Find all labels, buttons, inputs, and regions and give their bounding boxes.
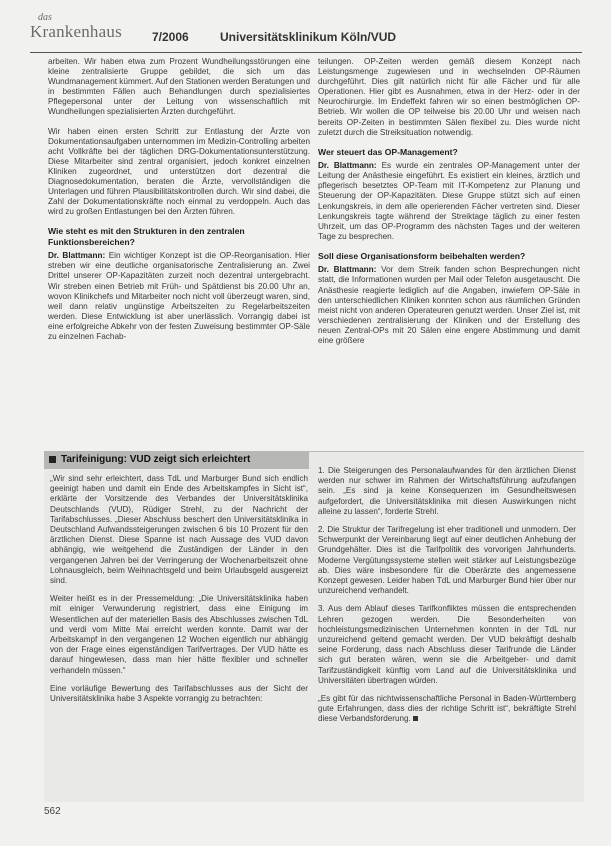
question-heading: Wer steuert das OP-Management? xyxy=(318,146,458,157)
question-heading: Wie steht es mit den Strukturen in den zentralen Funktionsbereichen? xyxy=(48,226,245,247)
list-item: 1. Die Steigerungen des Personalaufwandes für den ärztlichen Dienst werden nur schwer im Rahmen der Wirtschaftsführung aufzufangen sein. „Es sind ja keine Konsequenzen im Gesundheitswesen aufgefordert, die Universitätsklinika mit diesen Auswirkungen nicht alleine zu lassen“, forderte Strehl. xyxy=(318,466,576,516)
left-column xyxy=(48,57,310,351)
logo-main-text: Krankenhaus xyxy=(30,22,122,41)
paragraph: Wir haben einen ersten Schritt zur Entlastung der Ärzte von Dokumentationsaufgaben unternommen im Medizin-Controlling arbeiten acht Vollkräfte bei der täglichen DRG-Dokumentationsunterstützung. Diese Mitarbeiter sind zentral organisiert, jedoch konkret einzelnen Kliniken zugeordnet, und unterstützen dort dezentral die Diagnosedokumentation, beraten die Ärzte, vervollständigen die Unterlagen und führen Plausibilitätskontrollen durch. Wir sind dabei, die Zahl der Dokumentationskräfte noch einmal zu verdoppeln. Auch das wird zu großen Entlastungen bei den Ärzten führen. xyxy=(48,126,310,217)
right-column xyxy=(318,57,580,355)
end-square-icon xyxy=(413,716,418,721)
answer-paragraph xyxy=(318,161,580,242)
page-number: 562 xyxy=(44,806,61,817)
section-title: Universitätsklinikum Köln/VUD xyxy=(220,30,397,44)
paragraph: „Wir sind sehr erleichtert, dass TdL und Marburger Bund sich endlich geeinigt haben und damit ein Ende des Arbeitskampfes in Sicht ist“, erklärte der Vorsitzende des Verbandes der Universitätsklinika Deutschlands (VUD), Rüdiger Strehl, zu der Nachricht der Tarifabschlusses. „Dieser Abschluss beschert den Universitätsklinika in Deutschland Aufwandssteigerungen zwischen 6 bis 10 Prozent für den ärztlichen Dienst. Diese Spanne ist nach Aussage des VUD davon abhängig, wie weitgehend die Zuständigen der Länder in den vergangenen Jahren bei der Verringerung der Wochenarbeitszeit ohne Lohnausgleich, beim Weihnachtsgeld und beim Urlaubsgeld ausgereizt sind. xyxy=(50,474,308,586)
answer-text: Ein wichtiger Konzept ist die OP-Reorganisation. Hier streben wir eine deutliche organisatorische Zentralisierung an. Zwei Drittel unserer OP-Kapazitäten zurzeit noch dezentral untergebracht. Wir streben einen Betrieb mit Früh- und Spätdienst bis 20.00 Uhr an, wovon Klinikchefs und Mitarbeiter noch nicht voll überzeugt waren, sind, weil dann relativ ungünstige Arbeitszeiten zu Regelarbeitszeiten werden. Diese Entwicklung ist aber unerlässlich. Vorrangig dabei ist eine erfolgreiche Abkehr von der festen Zuweisung bestimmter OP-Säle zu einzelnen Fachab- xyxy=(48,251,310,341)
info-box-title: Tarifeinigung: VUD zeigt sich erleichtert xyxy=(61,454,251,465)
speaker-label: Dr. Blattmann: xyxy=(48,251,106,261)
square-bullet-icon xyxy=(49,456,56,463)
info-box-left-column xyxy=(50,474,308,712)
answer-paragraph xyxy=(318,265,580,346)
info-box-right-column xyxy=(318,466,576,733)
closing-paragraph xyxy=(318,694,576,725)
list-item: 2. Die Struktur der Tarifregelung ist eher traditionell und unmodern. Der Schwerpunkt der Vereinbarung liegt auf einer deutlichen Anhebung der Grundgehälter. Dies ist die Tarifpolitik des vorvorigen Jahrhunderts. Moderne Vergütungssysteme stellen weit stärker auf Leistungsbezüge ab. Dies wäre insbesondere für die Oberärzte des angemessene Konzept gewesen. Leider haben TdL und Marburger Bund hier über nur unzureichend verhandelt. xyxy=(318,525,576,596)
issue-number: 7/2006 xyxy=(152,30,189,44)
paragraph: Weiter heißt es in der Pressemeldung: „Die Universitätsklinika haben mit einiger Verwunderung registriert, dass eine Einigung im Wesentlichen auf der materiellen Basis des Abschlusses zwischen TdL und verdi vom Mitte Mai erreicht werden konnte. Damit war der Arbeitskampf in den vergangenen 12 Wochen eigentlich nur abhängig von der Frage eines eigenständigen Tarifvertrages. Der VUD hätte es darauf hingewiesen, dass man hier hätte flexibler und schneller verhandeln müssen.“ xyxy=(50,594,308,675)
logo-small-text: das xyxy=(38,12,52,23)
list-item: 3. Aus dem Ablauf dieses Tarifkonfliktes müssen die entsprechenden Lehren gezogen werden. Die Besonderheiten von hochleistungsmedizinischen Unternehmen konnten in der TdL nur unzureichend geltend gemacht werden. Der VUD bekräftigt deshalb seine Forderung, dass nach Abschluss dieser Tarifrunde die Länder sich gut beraten wären, wenn sie die Arbeitgeber- und damit Tarifzuständigkeit künftig vom Land auf die Universitätsklinika und Universitäten übertragen würden. xyxy=(318,604,576,685)
paragraph-text: „Es gibt für das nichtwissenschaftliche Personal in Baden-Württemberg gute Erfahrungen, dass dies der richtige Schritt ist“, bekräftigte Strehl diese Verbandsforderung. xyxy=(318,694,576,724)
paragraph: teilungen. OP-Zeiten werden gemäß diesem Konzept nach Leistungsmenge zugewiesen und in wechselnden OP-Räumen durchgeführt. Dies gilt natürlich nicht für alle Fächer und für alle Operationen. Hier gibt es Ausnahmen, etwa in der Herz- oder in der Neurochirurgie. Im Endeffekt fahren wir so einen bestmöglichen OP-Betrieb. Wir wollen die OP teilweise bis 20.00 Uhr und weisen nach bereits OP-Zeiten in bestimmten Sälen flexibel zu. Dies wurde nicht zuletzt durch die Streiksituation notwendig. xyxy=(318,57,580,137)
header-divider xyxy=(30,52,582,53)
info-box-header xyxy=(44,451,309,469)
answer-paragraph xyxy=(48,251,310,342)
paragraph: Eine vorläufige Bewertung des Tarifabschlusses aus der Sicht der Universitätsklinika habe 3 Aspekte vorrangig zu betrachten: xyxy=(50,683,308,704)
answer-text: Es wurde ein zentrales OP-Management unter der Leitung der Anästhesie eingeführt. Es existiert ein kleines, ärztlich und pflegerisch besetztes OP-Team mit IT-Kompetenz zur Planung und Steuerung der OP-Kapazitäten. Diese Gruppe stützt sich auf einen Lenkungskreis, in dem alle operierenden Fächer vertreten sind. Dieser Lenkungskreis tagte während der Streiktage täglich zu einer festen Uhrzeit, um das OP-Programm des nächsten Tages und der weiteren Tage zu besprechen. xyxy=(318,161,581,241)
page-header xyxy=(30,12,590,48)
speaker-label: Dr. Blattmann: xyxy=(318,161,377,171)
speaker-label: Dr. Blattmann: xyxy=(318,265,377,275)
answer-text: Vor dem Streik fanden schon Besprechungen nicht statt, die Informationen wurden per Mail oder Telefon ausgetauscht. Die Anästhesie reagierte lediglich auf die Angaben, inwiefern OP-Säle in den unterschiedlichen Kliniken konnten schon aus räumlichen Gründen meist nicht von anderen Operateuren genutzt werden. Unser Ziel ist, mit verschiedenen zentralisierung der Kliniken und der Erstellung des neuen Zentral-OPs mit 20 Sälen eine engere Abstimmung und damit eine größere xyxy=(318,265,580,345)
paragraph: arbeiten. Wir haben etwa zum Prozent Wundheilungsstörungen eine kleine zentralisierte Gruppe gebildet, die sich um das Wundmanagement kümmert. Auf den Stationen werden Beratungen und in bestimmten Fällen auch Behandlungen durch spezialisiertes Pflegepersonal unter der Leitung von wissenschaftlich mit Wundheilungen spezialisierten Ärzten durchgeführt. xyxy=(48,57,311,117)
question-heading: Soll diese Organisationsform beibehalten werden? xyxy=(318,250,526,261)
